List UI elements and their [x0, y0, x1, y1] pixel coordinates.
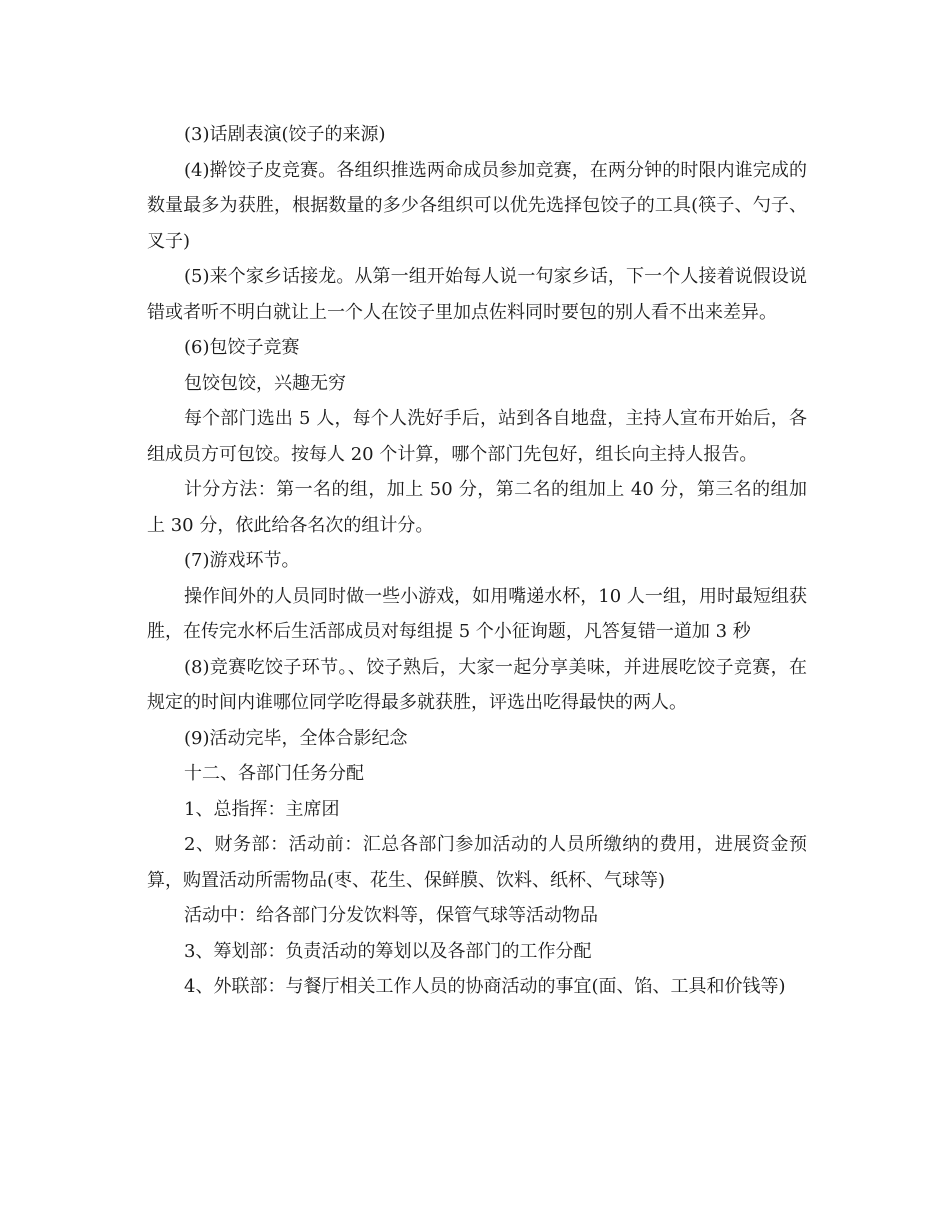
paragraph-eating-contest: (8)竞赛吃饺子环节。、饺子熟后，大家一起分享美味，并进展吃饺子竞赛，在规定的时间内谁哪位同学吃得最多就获胜，评选出吃得最快的两人。 — [147, 656, 807, 713]
paragraph-commander: 1、总指挥：主席团 — [184, 798, 340, 820]
paragraph-finance-before: 2、财务部：活动前：汇总各部门参加活动的人员所缴纳的费用，进展资金预算，购置活动所需物品(枣、花生、保鲜膜、饮料、纸杯、气球等) — [147, 834, 807, 891]
paragraph-group-photo: (9)活动完毕，全体合影纪念 — [184, 727, 408, 749]
paragraph-slogan: 包饺包饺，兴趣无穷 — [184, 372, 346, 394]
paragraph-planning-dept: 3、筹划部：负责活动的筹划以及各部门的工作分配 — [184, 940, 592, 962]
paragraph-dumpling-wrapper-contest: (4)擀饺子皮竞赛。各组织推选两命成员参加竞赛，在两分钟的时限内谁完成的数量最多为获胜，根据数量的多少各组织可以优先选择包饺子的工具(筷子、勺子、叉子) — [147, 159, 807, 252]
paragraph-dumpling-contest-heading: (6)包饺子竞赛 — [184, 337, 300, 358]
section-heading-task-assignment: 十二、各部门任务分配 — [184, 763, 364, 784]
paragraph-scoring-method: 计分方法：第一名的组，加上 50 分，第二名的组加上 40 分，第三名的组加上 30 分，依此给各名次的组计分。 — [147, 479, 807, 536]
paragraph-game-rules: 操作间外的人员同时做一些小游戏，如用嘴递水杯，10 人一组，用时最短组获胜，在传完水杯后生活部成员对每组提 5 个小征询题，凡答复错一道加 3 秒 — [147, 585, 807, 642]
paragraph-drama-performance: (3)话剧表演(饺子的来源) — [184, 124, 386, 145]
document-body — [147, 117, 807, 1005]
paragraph-dialect-relay: (5)来个家乡话接龙。从第一组开始每人说一句家乡话，下一个人接着说假设说错或者听不明白就让上一个人在饺子里加点佐料同时要包的别人看不出来差异。 — [147, 266, 807, 323]
paragraph-game-section-heading: (7)游戏环节。 — [184, 550, 300, 571]
paragraph-contest-rules: 每个部门选出 5 人，每个人洗好手后，站到各自地盘，主持人宣布开始后，各组成员方可包饺。按每人 20 个计算，哪个部门先包好，组长向主持人报告。 — [147, 408, 807, 465]
paragraph-outreach-dept: 4、外联部：与餐厅相关工作人员的协商活动的事宜(面、馅、工具和价钱等) — [184, 976, 786, 997]
paragraph-finance-during: 活动中：给各部门分发饮料等，保管气球等活动物品 — [184, 905, 598, 926]
